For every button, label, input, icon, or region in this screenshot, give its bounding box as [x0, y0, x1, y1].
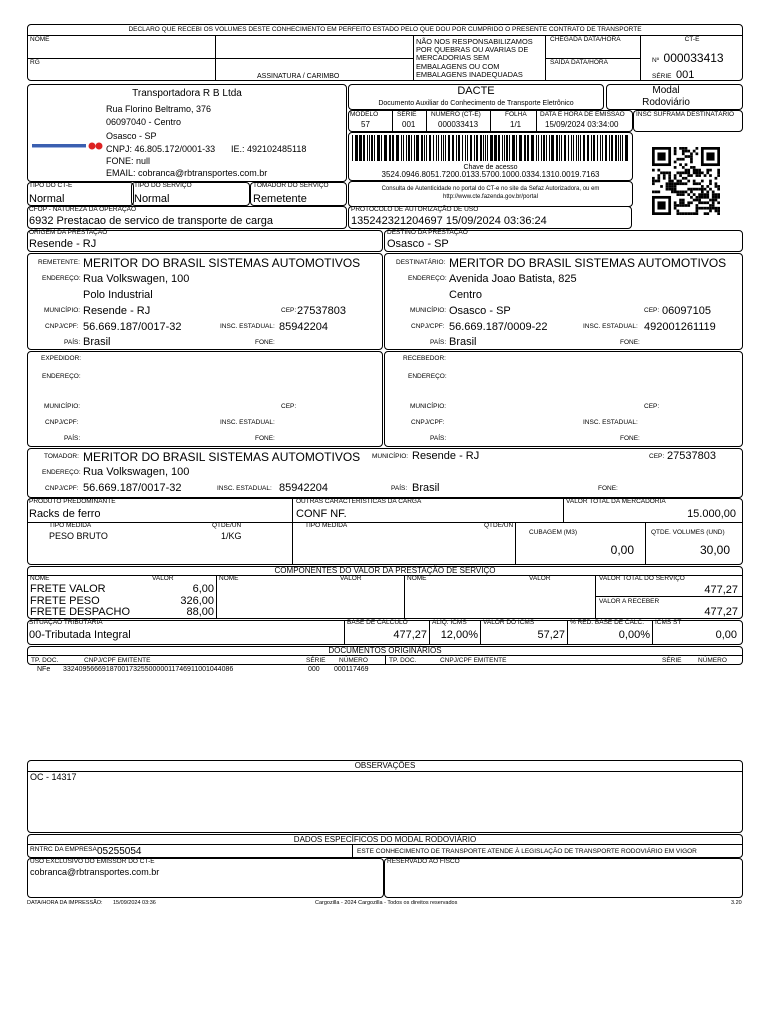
barcode-bar: [549, 135, 550, 161]
volumes-value: 30,00: [699, 543, 730, 557]
valor-mercadoria-value: 15.000,00: [687, 508, 736, 520]
barcode-bar: [611, 135, 613, 161]
barcode-bar: [615, 135, 617, 161]
tipo-medida-label: TIPO MEDIDA: [49, 522, 92, 529]
remetente-pais: Brasil: [83, 336, 111, 348]
barcode-bar: [367, 135, 368, 161]
rntrc-label: RNTRC DA EMPRESA:: [30, 846, 99, 853]
barcode-bar: [352, 135, 353, 161]
barcode-bar: [485, 135, 486, 161]
barcode-bar: [467, 135, 468, 161]
receipt-serie: SÉRIE 001: [652, 69, 695, 81]
modelo-value: 57: [361, 120, 370, 129]
barcode-bar: [502, 135, 503, 161]
destinatario-addr2: Centro: [449, 289, 483, 301]
icms-st-value: 0,00: [715, 629, 737, 641]
volumes-label: QTDE. VOLUMES (UND): [651, 529, 725, 536]
emitter-email: EMAIL: cobranca@rbtransportes.com.br: [106, 168, 268, 178]
chave-label: Chave de acesso: [463, 164, 518, 171]
barcode-bar: [600, 135, 601, 161]
impressao-label: DATA/HORA DA IMPRESSÃO:: [27, 900, 103, 906]
total-value: 477,27: [704, 584, 738, 596]
barcode-bar: [494, 135, 497, 161]
observacoes-title: OBSERVAÇÕES: [354, 761, 416, 770]
barcode-bar: [424, 135, 425, 161]
emitter-logo: [32, 137, 104, 145]
barcode-bar: [408, 135, 410, 161]
barcode-bar: [625, 135, 628, 161]
receipt-nome-label: NOME: [30, 36, 50, 43]
barcode-bar: [490, 135, 493, 161]
tomador-name: MERITOR DO BRASIL SISTEMAS AUTOMOTIVOS: [83, 450, 361, 464]
outras-label: OUTRAS CARACTERÍSTICAS DA CARGA: [296, 498, 422, 505]
tomador-cnpj: 56.669.187/0017-32: [83, 482, 182, 494]
barcode-bar: [546, 135, 547, 161]
barcode-bar: [506, 135, 508, 161]
total-label: VALOR TOTAL DO SERVIÇO: [599, 575, 685, 582]
componente-valor: 6,00: [192, 583, 214, 595]
legislacao-text: ESTE CONHECIMENTO DE TRANSPORTE ATENDE À LEGISLAÇÃO DE TRANSPORTE RODOVIÁRIO EM VIGOR: [357, 848, 697, 855]
documento-serie: 000: [308, 666, 320, 673]
uso-emissor-value: cobranca@rbtransportes.com.br: [30, 867, 160, 877]
emitter-phone: FONE: null: [106, 156, 151, 166]
rntrc-value: 05255054: [97, 846, 142, 857]
footer-version: 3.20: [731, 900, 742, 906]
barcode-bar: [421, 135, 423, 161]
documentos-title: DOCUMENTOS ORIGINÁRIOS: [328, 646, 442, 655]
receber-value: 477,27: [704, 606, 738, 618]
barcode-bar: [543, 135, 545, 161]
tomador-pais: Brasil: [412, 482, 440, 494]
documento-row: NFe: [37, 666, 51, 673]
documento-chave: 33240956669187001732550000011746911001044086: [63, 666, 234, 673]
valor-icms-value: 57,27: [537, 629, 565, 641]
destinatario-cnpj: 56.669.187/0009-22: [449, 321, 548, 333]
tomador-addr: Rua Volkswagen, 100: [83, 466, 190, 478]
barcode-bar: [371, 135, 373, 161]
tomador-cep: 27537803: [667, 450, 716, 462]
barcode-bar: [414, 135, 415, 161]
barcode-bar: [551, 135, 554, 161]
barcode-bar: [620, 135, 621, 161]
impressao-value: 15/09/2024 03:36: [113, 900, 156, 906]
modelo-label: MODELO: [350, 111, 379, 118]
barcode-bar: [443, 135, 444, 161]
numero-label: NÚMERO (CT-E): [431, 111, 481, 118]
barcode-bar: [363, 135, 365, 161]
remetente-addr2: Polo Industrial: [83, 289, 153, 301]
barcode-bar: [576, 135, 577, 161]
emissao-value: 15/09/2024 03:34:00: [545, 120, 619, 129]
tipo-servico-label: TIPO DO SERVIÇO: [134, 182, 192, 189]
barcode-bar: [458, 135, 460, 161]
barcode-bar: [429, 135, 431, 161]
barcode-bar: [564, 135, 566, 161]
barcode-bar: [389, 135, 391, 161]
barcode-bar: [359, 135, 362, 161]
receipt-rg-label: RG: [30, 59, 40, 66]
barcode-bar: [559, 135, 560, 161]
barcode-bar: [465, 135, 466, 161]
barcode-bar: [531, 135, 534, 161]
produto-value: Racks de ferro: [29, 508, 101, 520]
cubagem-value: 0,00: [610, 543, 634, 557]
valor-mercadoria-label: VALOR TOTAL DA MERCADORIA: [566, 498, 666, 505]
tipo-medida2-label: TIPO MEDIDA: [305, 522, 348, 529]
remetente-addr1: Rua Volkswagen, 100: [83, 273, 190, 285]
barcode-bar: [568, 135, 569, 161]
remetente-ie: 85942204: [279, 321, 328, 333]
barcode-bar: [411, 135, 412, 161]
qtd-label: QTDE/UN: [212, 522, 242, 529]
receipt-cte-label: CT-E: [684, 36, 700, 43]
emitter-cnpj: CNPJ: 46.805.172/0001-33: [106, 144, 216, 154]
destino-label: DESTINO DA PRESTAÇÃO: [387, 229, 468, 236]
barcode-bar: [452, 135, 454, 161]
destinatario-ie: 492001261119: [644, 321, 716, 333]
destinatario-municipio: Osasco - SP: [449, 305, 511, 317]
emissao-label: DATA E HORA DE EMISSÃO: [540, 111, 625, 118]
protocolo-label: PROTOCOLO DE AUTORIZAÇÃO DE USO: [351, 206, 479, 213]
emitter-ie: IE.: 492102485118: [231, 144, 307, 154]
destinatario-pais: Brasil: [449, 336, 477, 348]
situacao-value: 00-Tributada Integral: [29, 629, 131, 641]
barcode-bar: [498, 135, 500, 161]
barcode-bar: [587, 135, 589, 161]
barcode-bar: [580, 135, 581, 161]
outras-value: CONF NF.: [296, 508, 347, 520]
dacte-title: DACTE: [457, 85, 495, 97]
consulta-url[interactable]: http://www.cte.fazenda.gov.br/portal: [443, 194, 538, 200]
uso-emissor-label: USO EXCLUSIVO DO EMISSOR DO CT-E: [30, 858, 155, 865]
recebedor-box: [384, 351, 743, 447]
destinatario-name: MERITOR DO BRASIL SISTEMAS AUTOMOTIVOS: [449, 256, 727, 270]
barcode-bar: [509, 135, 510, 161]
tomador-ie: 85942204: [279, 482, 328, 494]
barcode-bar: [355, 135, 358, 161]
barcode-bar: [541, 135, 542, 161]
chave-value: 3524.0946.8051.7200.0133.5700.1000.0334.1310.0019.7163: [381, 170, 600, 179]
barcode-bar: [487, 135, 488, 161]
barcode-bar: [593, 135, 595, 161]
cfop-value: 6932 Prestacao de servico de transporte de carga: [29, 215, 273, 227]
remetente-municipio: Resende - RJ: [83, 305, 151, 317]
tomador-municipio: Resende - RJ: [412, 450, 480, 462]
barcode-bar: [456, 135, 457, 161]
receipt-declaration: DECLARO QUE RECEBI OS VOLUMES DESTE CONHECIMENTO EM PERFEITO ESTADO PELO QUE DOU POR CUMPRIDO O PRESENTE CONTRATO DE TRANSPORTE: [128, 26, 642, 33]
barcode-bar: [470, 135, 472, 161]
barcode-bar: [406, 135, 407, 161]
barcode-bar: [441, 135, 442, 161]
footer-credits: Cargozilla - 2024 Cargozilla - Todos os direitos reservados: [315, 900, 458, 906]
barcode-bar: [556, 135, 558, 161]
barcode-bar: [392, 135, 394, 161]
barcode-bar: [504, 135, 505, 161]
barcode-bar: [519, 135, 522, 161]
barcode-bar: [524, 135, 526, 161]
consulta-text: Consulta de Autenticidade no portal do CT-e no site da Sefaz Autorizadora, ou em: [381, 186, 600, 192]
receipt-disclaimer: NÃO NOS RESPONSABILIZAMOS POR QUEBRAS OU AVARIAS DE MERCADORIAS SEM EMBALAGENS OU COM EMBALAGENS INADEQUADAS: [416, 37, 533, 79]
observacoes-value: OC - 14317: [30, 772, 77, 782]
receber-label: VALOR A RECEBER: [599, 598, 660, 605]
barcode-bar: [374, 135, 375, 161]
componente-valor: 326,00: [180, 595, 214, 607]
modal-rodoviario-title: DADOS ESPECÍFICOS DO MODAL RODOVIÁRIO: [293, 835, 477, 844]
serie-label: SÉRIE: [397, 111, 417, 118]
modal-label: Modal: [652, 85, 680, 96]
barcode-bar: [538, 135, 539, 161]
destino-value: Osasco - SP: [387, 238, 449, 250]
barcode-bar: [602, 135, 603, 161]
origem-value: Resende - RJ: [29, 238, 97, 250]
barcode-bar: [483, 135, 484, 161]
tipo-cte-label: TIPO DO CT-E: [29, 182, 73, 189]
componente-nome: FRETE PESO: [30, 595, 100, 607]
componente-nome: FRETE VALOR: [30, 583, 106, 595]
aliq-value: 12,00%: [440, 629, 478, 641]
barcode-bar: [436, 135, 437, 161]
barcode-bar: [605, 135, 607, 161]
expedidor-box: [27, 351, 383, 447]
barcode-bar: [426, 135, 427, 161]
barcode-bar: [512, 135, 515, 161]
barcode-bar: [618, 135, 619, 161]
componentes-title: COMPONENTES DO VALOR DA PRESTAÇÃO DE SERVIÇO: [274, 566, 496, 575]
base-value: 477,27: [393, 629, 427, 641]
barcode-bar: [561, 135, 562, 161]
cubagem-label: CUBAGEM (M3): [529, 529, 578, 536]
barcode-bar: [433, 135, 434, 161]
folha-value: 1/1: [510, 120, 522, 129]
receipt-sign-label: ASSINATURA / CARIMBO: [257, 73, 340, 80]
emitter-cep-bairro: 06097040 - Centro: [106, 117, 182, 127]
barcode-bar: [438, 135, 439, 161]
emitter-address: Rua Florino Beltramo, 376: [106, 104, 212, 114]
barcode-bar: [571, 135, 572, 161]
barcode: [352, 135, 630, 161]
fisco-label: RESERVADO AO FISCO: [387, 858, 460, 865]
componente-valor: 88,00: [186, 606, 214, 618]
produto-label: PRODUTO PREDOMINANTE: [29, 498, 116, 505]
barcode-bar: [527, 135, 529, 161]
barcode-bar: [403, 135, 404, 161]
documento-numero: 000117469: [334, 666, 369, 673]
serie-value: 001: [402, 120, 416, 129]
qtd-value: 1/KG: [221, 531, 242, 541]
tomador-servico-value: Remetente: [253, 193, 307, 205]
barcode-bar: [416, 135, 419, 161]
barcode-bar: [622, 135, 623, 161]
emitter-city: Osasco - SP: [106, 131, 157, 141]
emitter-name: Transportadora R B Ltda: [132, 88, 242, 99]
barcode-bar: [377, 135, 380, 161]
tomador-servico-label: TOMADOR DO SERVIÇO: [253, 182, 329, 189]
remetente-name: MERITOR DO BRASIL SISTEMAS AUTOMOTIVOS: [83, 256, 361, 270]
tipo-medida-value: PESO BRUTO: [49, 531, 108, 541]
qtd2-label: QTDE/UN: [484, 522, 514, 529]
suframa-label: INSC SUFRAMA DESTINATÁRIO: [636, 111, 735, 118]
barcode-bar: [583, 135, 585, 161]
remetente-cnpj: 56.669.187/0017-32: [83, 321, 182, 333]
receipt-chegada-label: CHEGADA DATA/HORA: [550, 36, 621, 43]
componente-nome: FRETE DESPACHO: [30, 606, 131, 618]
barcode-bar: [578, 135, 579, 161]
barcode-bar: [384, 135, 387, 161]
barcode-bar: [573, 135, 574, 161]
barcode-bar: [591, 135, 592, 161]
barcode-bar: [401, 135, 402, 161]
destinatario-addr1: Avenida Joao Batista, 825: [449, 273, 577, 285]
receipt-number: Nº 000033413: [652, 51, 724, 65]
tipo-cte-value: Normal: [29, 193, 65, 205]
red-value: 0,00%: [618, 629, 650, 641]
barcode-bar: [480, 135, 482, 161]
barcode-bar: [474, 135, 475, 161]
cfop-label: CFOP - NATUREZA DA OPERAÇÃO: [29, 206, 137, 213]
origem-label: ORIGEM DA PRESTAÇÃO: [29, 229, 108, 236]
barcode-bar: [536, 135, 537, 161]
folha-label: FOLHA: [505, 111, 527, 118]
barcode-bar: [381, 135, 382, 161]
barcode-bar: [369, 135, 370, 161]
destinatario-cep: 06097105: [662, 305, 711, 317]
barcode-bar: [462, 135, 463, 161]
barcode-bar: [445, 135, 446, 161]
barcode-bar: [516, 135, 517, 161]
dacte-subtitle: Documento Auxiliar do Conhecimento de Transporte Eletrônico: [378, 100, 574, 107]
barcode-bar: [597, 135, 598, 161]
protocolo-value: 135242321204697 15/09/2024 03:36:24: [351, 215, 547, 227]
tipo-servico-value: Normal: [134, 193, 170, 205]
numero-value: 000033413: [438, 120, 479, 129]
modal-value: Rodoviário: [642, 97, 690, 108]
receipt-saida-label: SAÍDA DATA/HORA: [550, 59, 608, 66]
barcode-bar: [396, 135, 399, 161]
qr-code: [652, 147, 720, 215]
barcode-bar: [476, 135, 478, 161]
barcode-bar: [448, 135, 450, 161]
barcode-bar: [609, 135, 610, 161]
remetente-cep: 27537803: [297, 305, 346, 317]
